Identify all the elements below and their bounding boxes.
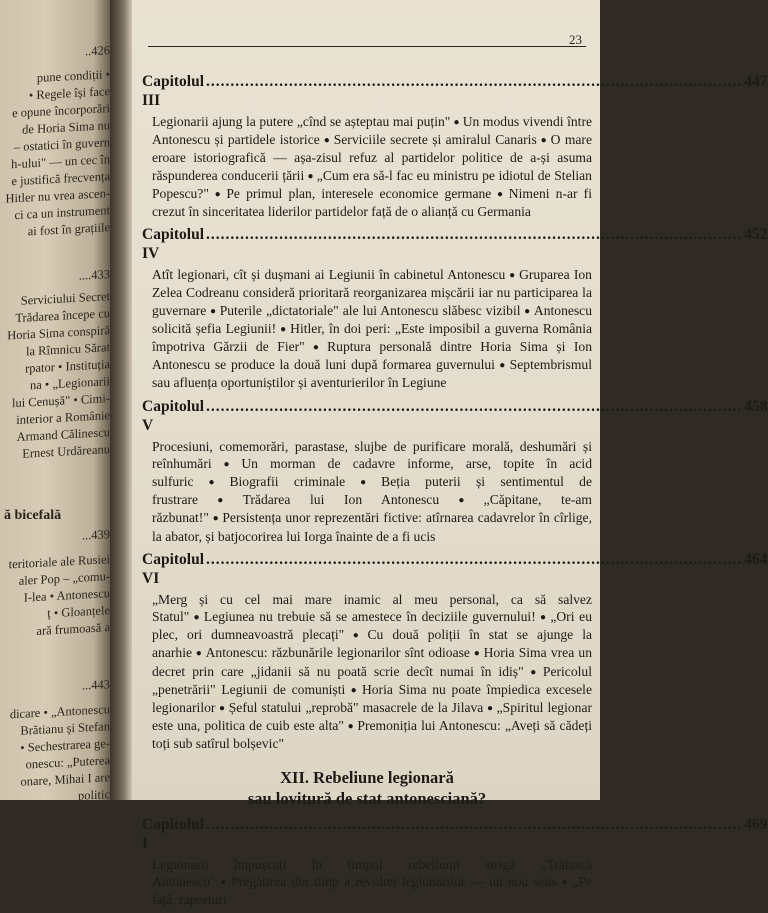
summary-item: Septembrismul sau afluența oportuniștilor și aventurierilor în Legiune xyxy=(152,357,592,391)
bullet-icon: ● xyxy=(486,703,494,715)
bullet-icon: ● xyxy=(508,270,517,282)
summary-item: „Pe față, raporturi xyxy=(152,873,593,908)
summary-item: Puterile „dictatoriale" ale lui Antonescu slăbesc vizibil xyxy=(219,302,521,318)
left-page-line: Hitler nu vrea ascen- xyxy=(5,186,110,206)
left-page-line: Ernest Urdăreanu xyxy=(22,442,110,461)
summary-item: Beția puterii și sentimentul de frustrare xyxy=(152,474,593,508)
chapter-page-number: 447 xyxy=(744,73,768,90)
summary-item: Pregătirea din timp a revoltei legionarilor — un nou sens xyxy=(231,873,557,889)
chapter-summary xyxy=(142,266,592,391)
summary-item: Un morman de cadavre informe, arse, topite în acid sulfuric xyxy=(152,455,592,490)
leader-dots: .............................................................................................................. xyxy=(206,73,743,90)
bullet-icon: ● xyxy=(346,721,355,733)
summary-item: Cu două poliții în stat se ajunge la anarhie xyxy=(152,627,593,661)
leader-dots: .............................................................................................................. xyxy=(206,550,743,568)
summary-item: Premoniția lui Antonescu: „Aveți să cădeți toți sub satîrul bolșevic" xyxy=(152,718,592,752)
bullet-icon: ● xyxy=(523,305,531,317)
left-page-line: h-ului" — un cec în xyxy=(11,152,110,172)
summary-item: Nimeni n-ar fi crezut în sinceritatea liderilor partidelor față de o alianță cu Germania xyxy=(152,185,592,220)
summary-item: „Ori eu plec, ori dumneavoastră plecați" xyxy=(152,609,592,643)
summary-item: Biografii criminale xyxy=(229,474,346,490)
summary-item: „Merg și cu cel mai mare inamic al meu personal, ca să salvez Statul" xyxy=(152,591,592,625)
bullet-icon: ● xyxy=(538,612,548,624)
table-of-contents xyxy=(142,72,768,913)
summary-item: Horia Sima vrea un decret prin care „jidanii să nu poată scrie decît numai în idiș" xyxy=(152,645,592,679)
bullet-icon: ● xyxy=(526,666,540,678)
bullet-icon: ● xyxy=(218,703,226,715)
bullet-icon: ● xyxy=(195,648,203,660)
bullet-icon: ● xyxy=(472,648,481,660)
bullet-icon: ● xyxy=(347,630,365,642)
left-page-line: aler Pop – „comu- xyxy=(18,569,110,588)
bullet-icon: ● xyxy=(211,513,220,525)
bullet-icon: ● xyxy=(348,477,379,489)
left-page-line: Horia Sima conspiră xyxy=(7,323,110,343)
summary-item: Trădarea lui Ion Antonescu xyxy=(242,492,440,508)
left-page-line: teritoriale ale Rusiei xyxy=(8,552,110,572)
summary-item: Serviciile secrete și amiralul Canaris xyxy=(333,132,537,148)
chapter-heading xyxy=(142,815,768,853)
section-title-line: sau lovitură de stat antonesciană? xyxy=(247,788,487,808)
chapter-page-number: 464 xyxy=(744,550,768,568)
left-page-line: – ostatici în guvern xyxy=(13,135,110,155)
summary-item: „Spiritul legionar este una, politica de cuib este alta" xyxy=(152,700,593,734)
page-number: 23 xyxy=(569,32,582,47)
left-page-line: • Sechestrarea ge- xyxy=(20,736,110,755)
bullet-icon: ● xyxy=(218,876,229,888)
left-page-line: ară frumoasă a xyxy=(36,620,110,638)
chapter-summary xyxy=(142,113,592,220)
bullet-icon: ● xyxy=(322,135,331,147)
book-gutter xyxy=(110,0,132,800)
left-page-line: la Rîmnicu Sărat xyxy=(25,340,110,359)
left-page-line: ci ca un instrument xyxy=(14,203,110,223)
chapter-heading xyxy=(142,225,768,263)
left-page-line: ...443 xyxy=(81,677,110,693)
left-page-line: • Regele își face xyxy=(28,84,110,103)
chapter-page-number: 452 xyxy=(744,226,768,244)
summary-item: Un modus vivendi între Antonescu și partidele istorice xyxy=(152,114,592,148)
left-page-line: ....433 xyxy=(78,267,110,283)
left-page-line: onescu: „Puterea xyxy=(25,753,110,772)
leader-dots: .............................................................................................................. xyxy=(206,397,743,415)
left-page-line: I-lea • Antonescu xyxy=(23,586,110,605)
summary-item: Pe primul plan, interesele economice germane xyxy=(226,185,492,201)
summary-item: „Cum era să-l fac eu ministru pe idiotul de Stelian Popescu?" xyxy=(152,167,592,201)
left-page-line: Serviciului Secret xyxy=(20,289,110,308)
bullet-icon: ● xyxy=(211,188,224,200)
chapter-title: Capitolul III xyxy=(142,73,205,109)
chapter-page-number: 469 xyxy=(744,815,768,833)
summary-item: Antonescu: răzbunările legionarilor sînt odioase xyxy=(205,645,470,661)
left-page-line: na • „Legionarii xyxy=(29,374,110,393)
summary-item: O mare eroare istoriografică — așa-zisul refuz al partidelor politice de a-și asuma răspunderea conducerii țării xyxy=(152,132,592,183)
chapter-heading xyxy=(142,397,768,435)
summary-item: Legionarii împușcați în timpul rebeliunii strigă „Trăiască Antonescu" xyxy=(152,856,592,889)
bullet-icon: ● xyxy=(196,477,227,489)
chapter-heading xyxy=(142,72,768,110)
bullet-icon: ● xyxy=(192,612,201,624)
left-page-line: onare, Mihai I are xyxy=(20,770,110,789)
summary-item: Legionarii ajung la putere „cînd se așteptau mai puțin" xyxy=(152,114,451,129)
chapter-summary xyxy=(142,591,592,753)
chapter-title: Capitolul VI xyxy=(142,550,205,587)
bullet-icon: ● xyxy=(559,876,570,888)
summary-item: Ruptura personală dintre Horia Sima și Ion Antonescu se produce la două luni după formarea guvernului xyxy=(152,339,593,373)
summary-item: Atît legionari, cît și dușmani ai Legiunii în cabinetul Antonescu xyxy=(152,267,506,283)
left-page-line: Trădarea începe cu xyxy=(15,306,110,326)
summary-item: Persistența unor reprezentări fictive: atîrnarea cadavrelor în cîrligе, la abator, și batjocorirea lui Iorga înainte de a fi ucis xyxy=(152,510,592,544)
left-page-line: pune condiții • xyxy=(36,67,110,85)
summary-item: Hitler, în doi peri: „Este imposibil a guverna România împotriva Gărzii de Fier" xyxy=(152,320,592,355)
summary-item: Pericolul „penetrării" Legiunii de comuniști xyxy=(152,663,592,697)
left-page-line: lui Cenușă" • Cimi- xyxy=(11,391,110,411)
left-page-line: ai fost în grațiile xyxy=(27,220,110,239)
bullet-icon: ● xyxy=(307,342,325,354)
summary-item: Legiunea nu trebuie să se amestece în deciziile guvernului! xyxy=(203,609,536,625)
summary-item: Gruparea Ion Zelea Codreanu consideră prioritară reorganizarea mișcării iar nu participarea la guvernare xyxy=(152,267,592,318)
chapter-summary xyxy=(142,856,592,909)
bullet-icon: ● xyxy=(348,684,359,696)
summary-item: Șeful statului „reprobă" masacrele de la Jilava xyxy=(228,700,484,716)
left-page-line: e justifică frecvența xyxy=(11,169,110,189)
bullet-icon: ● xyxy=(494,188,506,200)
bullet-icon: ● xyxy=(214,458,239,470)
bullet-icon: ● xyxy=(453,117,460,128)
left-page-line: Brătianu și Stefan xyxy=(20,719,110,738)
left-page-line: dicare • „Antonescu xyxy=(9,702,110,722)
right-page xyxy=(132,0,768,908)
bullet-icon: ● xyxy=(307,170,314,182)
section-title xyxy=(142,767,592,809)
section-title-line: XII. Rebeliune legionară xyxy=(280,767,454,787)
left-page-line: ț • Gloanțele xyxy=(47,603,110,621)
left-facing-page xyxy=(0,0,110,803)
chapter-title: Capitolul IV xyxy=(142,226,205,263)
chapter-title: Capitolul V xyxy=(142,397,205,434)
summary-item: „Căpitane, te-am răzbunat!" xyxy=(152,492,592,526)
left-page-section-heading: ă bicefală xyxy=(4,508,62,523)
bullet-icon: ● xyxy=(209,305,217,317)
summary-item: Antonescu solicită șefia Legiunii! xyxy=(152,302,593,336)
left-page-line: ...439 xyxy=(81,527,110,543)
chapter-title: Capitolul I xyxy=(142,815,205,852)
left-page-line: politic xyxy=(78,787,110,803)
bullet-icon: ● xyxy=(497,360,507,372)
bullet-icon: ● xyxy=(442,495,481,507)
summary-item: Horia Sima nu poate împiedica excesele legionarilor xyxy=(152,681,592,716)
header-rule xyxy=(148,46,586,47)
left-page-line: de Horia Sima nu xyxy=(22,118,110,137)
chapter-summary xyxy=(142,438,592,545)
left-page-line: rpator • Instituția xyxy=(25,357,110,376)
bullet-icon: ● xyxy=(539,135,548,147)
left-page-line: e opune încorporări xyxy=(12,101,110,121)
bullet-icon: ● xyxy=(201,495,240,507)
leader-dots: .............................................................................................................. xyxy=(206,226,743,244)
leader-dots: .............................................................................................................. xyxy=(206,815,743,833)
chapter-heading xyxy=(142,550,768,588)
left-page-line: ..426 xyxy=(85,43,110,59)
left-page-line: Armand Călinescu xyxy=(16,425,110,445)
left-page-line: interior a Românie xyxy=(16,408,110,428)
bullet-icon: ● xyxy=(279,323,288,335)
chapter-page-number: 458 xyxy=(744,397,768,415)
summary-item: Procesiuni, comemorări, parastase, slujbe de purificare morală, deshumări și reînhumări xyxy=(152,438,592,471)
